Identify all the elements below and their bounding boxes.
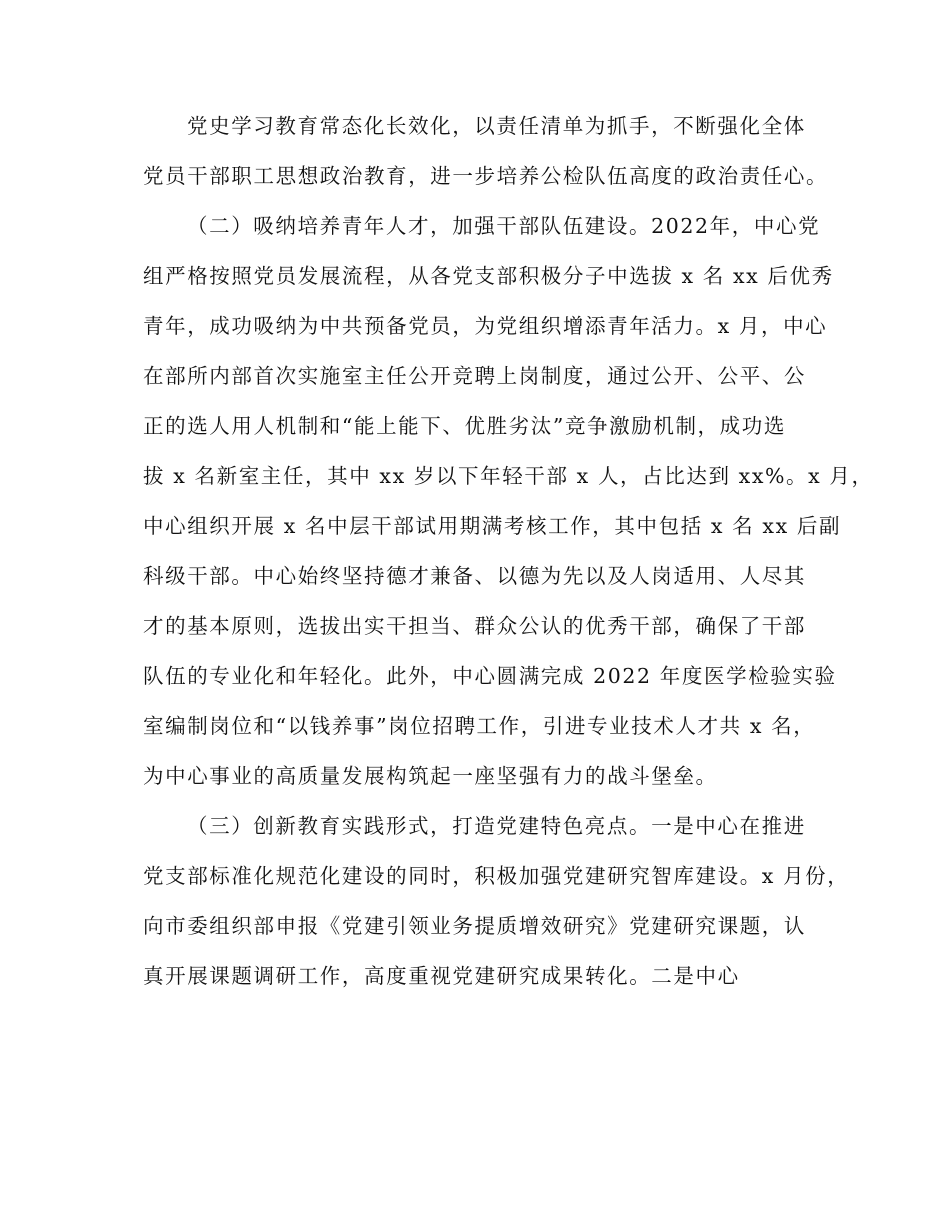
text-line: 才的基本原则，选拔出实干担当、群众公认的优秀干部，确保了干部 (143, 614, 806, 638)
text-line: 青年，成功吸纳为中共预备党员，为党组织增添青年活力。x 月，中心 (143, 314, 828, 338)
text-line: 党史学习教育常态化长效化，以责任清单为抓手，不断强化全体 (187, 114, 806, 138)
text-line: 队伍的专业化和年轻化。此外，中心圆满完成 2022 年度医学检验实验 (143, 664, 837, 688)
text-line: 党员干部职工思想政治教育，进一步培养公检队伍高度的政治责任心。 (143, 164, 829, 188)
text-line: 党支部标准化规范化建设的同时，积极加强党建研究智库建设。x 月份， (143, 864, 850, 888)
text-line: 在部所内部首次实施室主任公开竞聘上岗制度，通过公开、公平、公 (143, 364, 806, 388)
text-line: 为中心事业的高质量发展构筑起一座坚强有力的战斗堡垒。 (143, 764, 718, 788)
text-line: 中心组织开展 x 名中层干部试用期满考核工作，其中包括 x 名 xx 后副 (143, 514, 842, 538)
text-line: 科级干部。中心始终坚持德才兼备、以德为先以及人岗适用、人尽其 (143, 564, 806, 588)
text-line: 组严格按照党员发展流程，从各党支部积极分子中选拔 x 名 xx 后优秀 (143, 264, 834, 288)
text-line: （二）吸纳培养青年人才，加强干部队伍建设。2022年，中心党 (187, 214, 821, 238)
text-line: 正的选人用人机制和“能上能下、优胜劣汰”竞争激励机制，成功选 (143, 414, 786, 438)
text-line: 拔 x 名新室主任，其中 xx 岁以下年轻干部 x 人，占比达到 xx%。x 月， (143, 464, 874, 488)
text-line: 真开展课题调研工作，高度重视党建研究成果转化。二是中心 (143, 964, 740, 988)
text-line: 室编制岗位和“以钱养事”岗位招聘工作，引进专业技术人才共 x 名， (143, 714, 816, 738)
text-line: （三）创新教育实践形式，打造党建特色亮点。一是中心在推进 (187, 814, 806, 838)
text-line: 向市委组织部申报《党建引领业务提质增效研究》党建研究课题，认 (143, 914, 806, 938)
